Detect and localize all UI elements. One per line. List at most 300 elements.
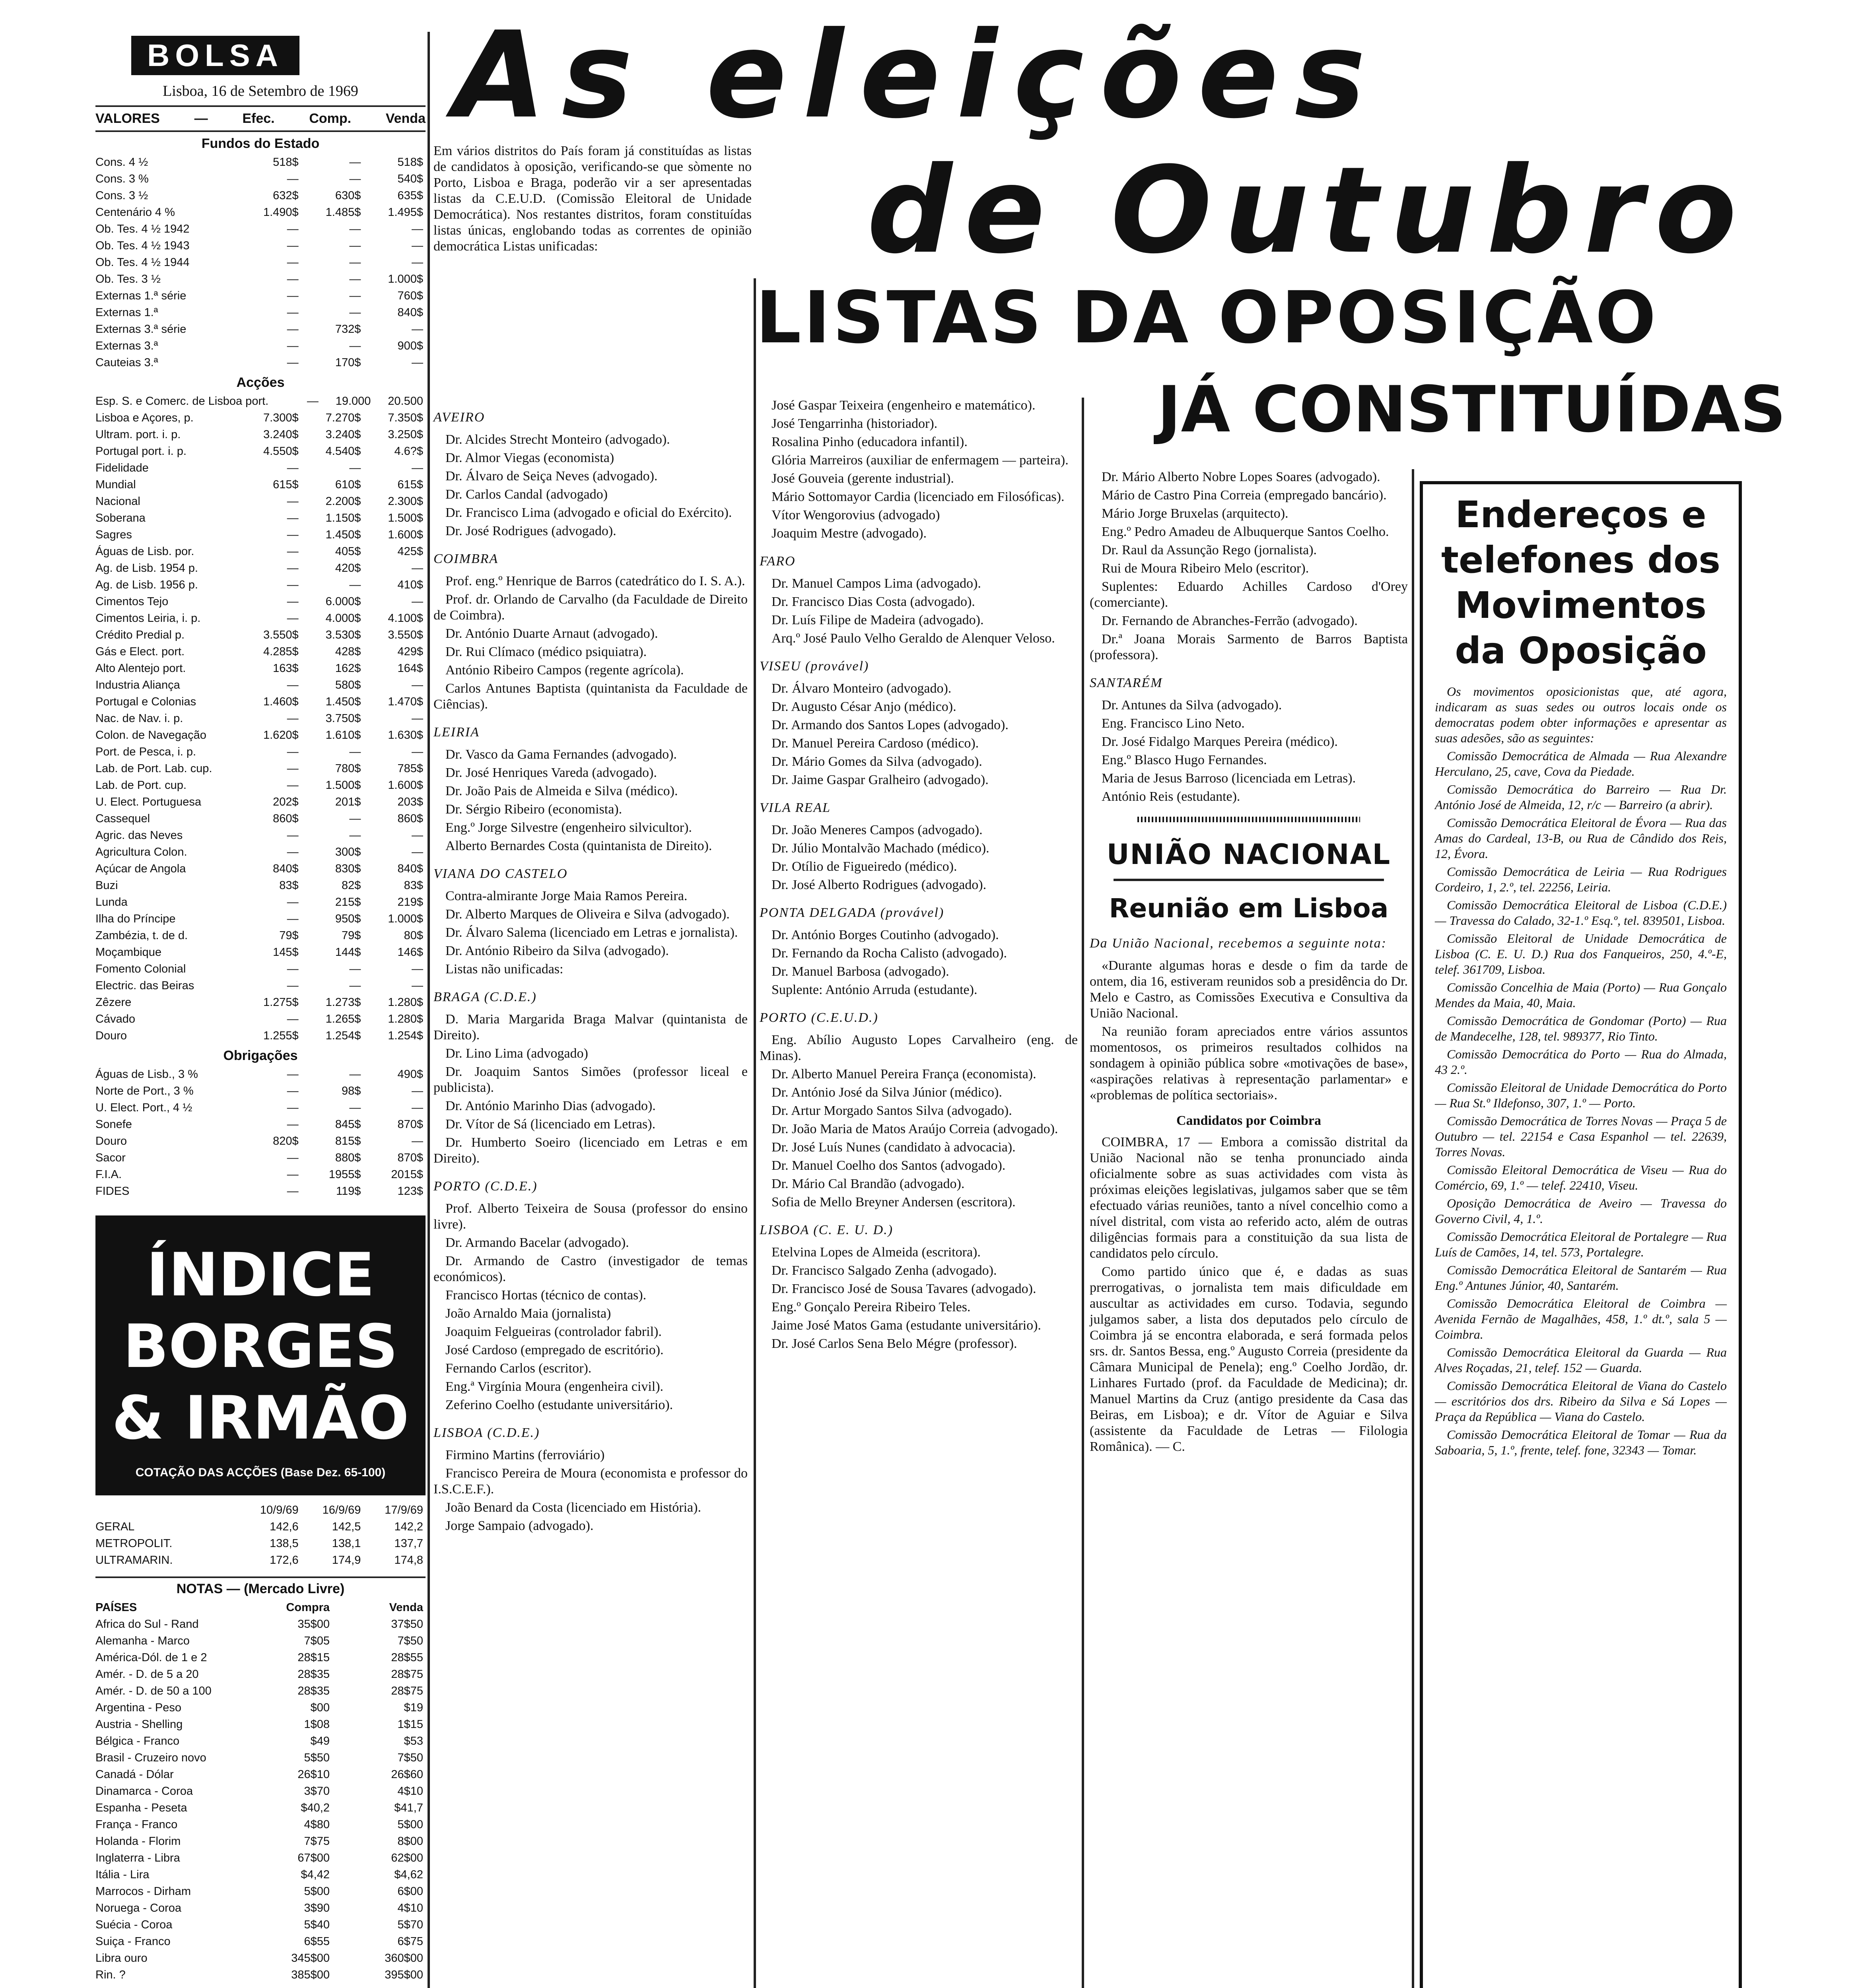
row-label: Lunda <box>95 896 128 909</box>
row-value: 1$08 <box>304 1718 330 1731</box>
bolsa-row <box>95 1083 426 1099</box>
bolsa-row <box>95 860 426 877</box>
row-value: 490$ <box>397 1068 424 1081</box>
indice-subtitle: COTAÇÃO DAS ACÇÕES (Base Dez. 65-100) <box>135 1466 386 1479</box>
row-value: 518$ <box>273 156 299 169</box>
text-paragraph: Mário de Castro Pina Correia (empregado bancário). <box>1102 488 1387 503</box>
row-value: — <box>349 829 361 842</box>
row-value: 635$ <box>397 189 424 202</box>
text-paragraph: «Durante algumas horas e desde o fim da tarde de ontem, dia 16, estiveram reunidos sob a presidência do Dr. Melo e Castro, as Comissões Executiva e Consultiva da União Nacional. <box>1090 958 1408 1021</box>
text-paragraph: Dr. Alcides Strecht Monteiro (advogado). <box>445 432 670 447</box>
row-value: — <box>287 846 299 858</box>
bolsa-row <box>95 1800 426 1816</box>
notas-header-cell: Compra <box>286 1601 330 1614</box>
text-paragraph: Dr. Vasco da Gama Fernandes (advogado). <box>445 747 677 762</box>
text-paragraph: Comissão Democrática Eleitoral da Guarda — Rua Alves Roçadas, 21, telef. 152 — Guarda. <box>1435 1345 1727 1375</box>
text-paragraph: Dr. João Meneres Campos (advogado). <box>772 823 983 837</box>
text-paragraph: Dr. Jaime Gaspar Gralheiro (advogado). <box>772 773 989 787</box>
row-label: Externas 1.ª <box>95 306 158 319</box>
row-value: 830$ <box>335 862 361 875</box>
row-label: Colon. de Navegação <box>95 729 206 742</box>
row-label: Cauteias 3.ª <box>95 356 158 369</box>
text-paragraph: Dr.ª Joana Morais Sarmento de Barros Baptista (professora). <box>1090 632 1408 662</box>
row-label: Bélgica - Franco <box>95 1735 180 1747</box>
row-value: — <box>412 829 424 842</box>
text-paragraph: Dr. Mário Alberto Nobre Lopes Soares (advogado). <box>1102 470 1380 484</box>
text-paragraph: José Gouveia (gerente industrial). <box>772 471 954 486</box>
bolsa-row <box>95 1950 426 1967</box>
text-paragraph: Dr. Manuel Pereira Cardoso (médico). <box>772 736 979 751</box>
bolsa-row <box>95 154 426 171</box>
row-value: 28$75 <box>391 1685 423 1697</box>
bolsa-row <box>95 1833 426 1850</box>
indice-table <box>95 1502 426 1569</box>
bolsa-row <box>95 944 426 961</box>
text-paragraph: Dr. Raul da Assunção Rego (jornalista). <box>1102 543 1317 557</box>
text-paragraph: Comissão Democrática Eleitoral de Santarém — Rua Eng.º Antunes Júnior, 40, Santarém. <box>1435 1263 1727 1293</box>
row-value: — <box>287 1085 299 1097</box>
text-paragraph: Comissão Democrática de Almada — Rua Alexandre Herculano, 25, cave, Cova da Piedade. <box>1435 749 1727 779</box>
text-paragraph: Sofia de Mello Breyner Andersen (escritora). <box>772 1195 1016 1209</box>
row-value: 785$ <box>397 762 424 775</box>
row-value: $4,42 <box>301 1868 330 1881</box>
notas-header-cell: PAÍSES <box>95 1601 137 1614</box>
row-value: $41,7 <box>394 1802 423 1814</box>
row-value: — <box>287 256 299 269</box>
text-paragraph: Como partido único que é, e dadas as suas prerrogativas, o jornalista tem mais dificuldade em auscultar as actividades em curso. Todavia, segundo julgamos saber, a lista dos deputados pelo círculo de Coimbra já se encontra elaborada, e será formada pelos srs. dr. Santos Bessa, eng.º Augusto Correia (presidente da Câmara Municipal de Penela); eng.º Coelho Jordão, dr. Linhares Furtado (prof. da Faculdade de Medicina); dr. Manuel Martins da Cruz (antigo presidente da Casa das Beiras, em Lisboa); e dr. Vítor de Aguiar e Silva (assistente da Faculdade de Letras — Filologia Românica). — C. <box>1090 1264 1408 1454</box>
row-value: 7.300$ <box>263 412 299 424</box>
row-value: 540$ <box>397 173 424 185</box>
row-value: — <box>287 829 299 842</box>
text-paragraph: Glória Marreiros (auxiliar de enfermagem — parteira). <box>772 453 1069 468</box>
text-paragraph: Dr. José Luís Nunes (candidato à advocacia). <box>772 1140 1016 1155</box>
text-paragraph: Dr. Francisco Salgado Zenha (advogado). <box>772 1263 997 1278</box>
text-paragraph: Dr. António José da Silva Júnior (médico). <box>772 1085 1002 1100</box>
text-paragraph: Dr. António Marinho Dias (advogado). <box>445 1099 656 1113</box>
row-label: Portugal port. i. p. <box>95 445 187 458</box>
row-value: — <box>287 239 299 252</box>
bolsa-row <box>95 460 426 476</box>
text-paragraph: Dr. Rui Clímaco (médico psiquiatra). <box>445 645 647 659</box>
indice-line: BORGES <box>123 1312 398 1381</box>
row-value: — <box>412 1135 424 1147</box>
row-value: 6$00 <box>397 1885 423 1898</box>
row-value: 83$ <box>404 879 424 892</box>
row-value: — <box>349 239 361 252</box>
row-value: 3.250$ <box>388 428 424 441</box>
bolsa-row <box>95 777 426 794</box>
row-value: 780$ <box>335 762 361 775</box>
bolsa-row <box>95 1816 426 1833</box>
row-value: 7$50 <box>397 1635 423 1647</box>
section-heading: VILA REAL <box>760 800 831 815</box>
row-label: ULTRAMARIN. <box>95 1554 173 1567</box>
row-label: Austria - Shelling <box>95 1718 183 1731</box>
row-value: 405$ <box>335 545 361 558</box>
row-label: Ob. Tes. 3 ½ <box>95 273 161 285</box>
row-value: — <box>287 173 299 185</box>
row-value: — <box>349 462 361 474</box>
indice-header-cell <box>95 1502 239 1518</box>
bolsa-row <box>95 287 426 304</box>
bolsa-row <box>95 221 426 237</box>
row-label: Cimentos Tejo <box>95 595 169 608</box>
text-paragraph: Dr. Fernando da Rocha Calisto (advogado). <box>772 946 1007 961</box>
text-paragraph: José Gaspar Teixeira (engenheiro e matemático). <box>772 398 1036 413</box>
obrigacoes-title: Obrigações <box>223 1048 298 1063</box>
header-venda: Venda <box>385 111 426 126</box>
notas-title: NOTAS — (Mercado Livre) <box>95 1576 426 1597</box>
row-label: Douro <box>95 1135 127 1147</box>
row-value: — <box>412 323 424 336</box>
row-label: Cimentos Leiria, i. p. <box>95 612 201 625</box>
row-value: 201$ <box>335 796 361 808</box>
row-label: Suécia - Coroa <box>95 1918 173 1931</box>
section-heading: BRAGA (C.D.E.) <box>433 990 537 1004</box>
row-value: 137,7 <box>394 1537 424 1550</box>
text-paragraph: Dr. António Ribeiro da Silva (advogado). <box>445 944 669 958</box>
bolsa-row <box>95 1133 426 1149</box>
section-heading: SANTARÉM <box>1090 676 1163 690</box>
text-paragraph: Dr. Armando de Castro (investigador de temas económicos). <box>433 1254 748 1284</box>
bolsa-row <box>95 171 426 187</box>
row-value: — <box>287 612 299 625</box>
row-value: 142,6 <box>270 1520 299 1533</box>
text-paragraph: Suplente: António Arruda (estudante). <box>772 982 978 997</box>
row-value: 1955$ <box>328 1168 361 1181</box>
row-value: — <box>412 712 424 725</box>
text-paragraph: Dr. João Pais de Almeida e Silva (médico). <box>445 784 678 798</box>
text-paragraph: Comissão Democrática Eleitoral de Viana do Castelo — escritórios dos drs. Ribeiro da Silva e Sá Lopes — Praça da República — Viana do Castelo. <box>1435 1378 1727 1424</box>
row-value: 138,5 <box>270 1537 299 1550</box>
bolsa-row <box>95 476 426 493</box>
row-value: — <box>287 495 299 508</box>
row-value: 580$ <box>335 679 361 691</box>
row-label: Cons. 3 ½ <box>95 189 148 202</box>
text-paragraph: António Ribeiro Campos (regente agrícola). <box>445 663 684 678</box>
row-label: Libra ouro <box>95 1952 148 1965</box>
row-label: Águas de Lisb. por. <box>95 545 194 558</box>
bolsa-row <box>95 560 426 577</box>
row-value: 1.255$ <box>263 1029 299 1042</box>
bolsa-row <box>95 710 426 727</box>
text-paragraph: COIMBRA, 17 — Embora a comissão distrital da União Nacional não se tenha pronunciado ainda oficialmente sobre as suas actividades com vista às próximas eleições legislativas, julgamos saber que se têm efectuado várias reuniões, tanto a nível concelhio como a nível distrital, com vista ao referido acto, além de outras diligências formais para a constituição da sua lista de candidatos pelo círculo. <box>1090 1135 1408 1261</box>
text-paragraph: Rui de Moura Ribeiro Melo (escritor). <box>1102 561 1309 576</box>
row-value: 62$00 <box>391 1852 423 1864</box>
row-value: 1.490$ <box>263 206 299 219</box>
text-paragraph: Comissão Eleitoral de Unidade Democrática do Porto — Rua St.º Ildefonso, 307, 1.º — Porto. <box>1435 1080 1727 1110</box>
text-paragraph: Dr. Alberto Marques de Oliveira e Silva (advogado). <box>445 907 730 922</box>
row-value: — <box>349 223 361 235</box>
bolsa-row <box>95 1552 426 1569</box>
row-label: Ag. de Lisb. 1954 p. <box>95 562 198 575</box>
row-value: 1.254$ <box>388 1029 424 1042</box>
text-paragraph: Comissão Democrática Eleitoral de Portalegre — Rua Luís de Camões, 14, tel. 573, Portalegre. <box>1435 1229 1727 1259</box>
bolsa-row <box>95 1766 426 1783</box>
row-value: 4$80 <box>304 1818 330 1831</box>
row-label: Agricultura Colon. <box>95 846 187 858</box>
row-value: — <box>349 746 361 758</box>
text-paragraph: Dr. Augusto César Anjo (médico). <box>772 699 956 714</box>
text-paragraph: José Tengarrinha (historiador). <box>772 416 938 431</box>
row-label: Rin. ? <box>95 1969 126 1981</box>
row-value: 732$ <box>335 323 361 336</box>
row-label: Electric. das Beiras <box>95 979 194 992</box>
row-value: 4.6?$ <box>394 445 424 458</box>
row-value: 7$75 <box>304 1835 330 1848</box>
row-value: 1.450$ <box>325 528 361 541</box>
row-value: 1.280$ <box>388 996 424 1009</box>
bolsa-row <box>95 927 426 944</box>
text-paragraph: Dr. Francisco Lima (advogado e oficial do Exército). <box>445 505 732 520</box>
row-value: 1.500$ <box>325 779 361 792</box>
row-label: Buzi <box>95 879 118 892</box>
row-label: Norte de Port., 3 % <box>95 1085 194 1097</box>
row-value: 630$ <box>335 189 361 202</box>
bolsa-row <box>95 1616 426 1633</box>
row-value: — <box>287 1101 299 1114</box>
row-label: Externas 3.ª série <box>95 323 187 336</box>
row-value: — <box>287 289 299 302</box>
row-value: 79$ <box>279 929 299 942</box>
text-paragraph: Dr. José Rodrigues (advogado). <box>445 524 616 538</box>
row-label: Cávado <box>95 1013 135 1025</box>
text-paragraph: Dr. Manuel Coelho dos Santos (advogado). <box>772 1158 1006 1173</box>
row-value: 35$00 <box>297 1618 330 1631</box>
row-value: 1$15 <box>397 1718 423 1731</box>
row-value: — <box>287 545 299 558</box>
row-label: Açúcar de Angola <box>95 862 186 875</box>
bolsa-row <box>95 1683 426 1699</box>
lead-paragraph: Em vários distritos do País foram já constituídas as listas de candidatos à oposição, verificando-se que sòmente no Porto, Lisboa e Braga, poderão vir a ser apresentadas listas da C.E.U.D. (Comissão Eleitoral de Unidade Democrática). Nos restantes distritos, foram constituídas listas únicas, englobando todas as correntes de opinião democrática Listas unificadas: <box>433 144 752 254</box>
row-value: — <box>349 1101 361 1114</box>
row-value: 3.530$ <box>325 629 361 641</box>
text-column-2 <box>760 398 1078 1988</box>
row-value: 5$70 <box>397 1918 423 1931</box>
row-value: 67$00 <box>297 1852 330 1864</box>
bolsa-row <box>95 1733 426 1749</box>
row-value: 142,2 <box>394 1520 424 1533</box>
row-value: 820$ <box>273 1135 299 1147</box>
bolsa-row <box>95 187 426 204</box>
text-paragraph: Dr. Manuel Campos Lima (advogado). <box>772 576 981 591</box>
row-value: 4.000$ <box>325 612 361 625</box>
row-value: — <box>412 595 424 608</box>
column-rule <box>1412 469 1414 1988</box>
row-label: Amér. - D. de 50 a 100 <box>95 1685 212 1697</box>
text-paragraph: Dr. Joaquim Santos Simões (professor liceal e publicista). <box>433 1064 748 1095</box>
row-label: FIDES <box>95 1185 130 1198</box>
row-value: 1.450$ <box>325 695 361 708</box>
row-value: — <box>349 156 361 169</box>
bolsa-row <box>95 1666 426 1683</box>
row-value: 172,6 <box>270 1554 299 1567</box>
text-paragraph: Joaquim Mestre (advogado). <box>772 526 927 541</box>
row-value: — <box>287 462 299 474</box>
text-paragraph: Firmino Martins (ferroviário) <box>445 1448 605 1462</box>
row-value: — <box>349 306 361 319</box>
indice-header-cell: 16/9/69 <box>322 1504 361 1516</box>
row-value: 20.500 <box>388 395 423 408</box>
row-value: 385$00 <box>291 1969 330 1981</box>
addresses-box-title: Endereços e telefones dos Movimentos da Oposição <box>1441 493 1721 672</box>
text-paragraph: Dr. Antunes da Silva (advogado). <box>1102 698 1282 712</box>
text-paragraph: João Benard da Costa (licenciado em História). <box>445 1500 701 1515</box>
bolsa-row <box>95 677 426 693</box>
text-paragraph: Comissão Democrática Eleitoral de Lisboa (C.D.E.) — Travessa do Calado, 32-1.º Esq.º, tel. 839501, Lisboa. <box>1435 898 1727 928</box>
bolsa-row <box>95 1900 426 1916</box>
bolsa-row <box>95 271 426 287</box>
row-label: Africa do Sul - Rand <box>95 1618 199 1631</box>
title-rule <box>1114 879 1384 881</box>
text-paragraph: Maria de Jesus Barroso (licenciada em Letras). <box>1102 771 1356 786</box>
bolsa-row <box>95 543 426 560</box>
row-value: 610$ <box>335 478 361 491</box>
row-label: Gás e Elect. port. <box>95 645 185 658</box>
row-value: 632$ <box>273 189 299 202</box>
row-value: — <box>412 356 424 369</box>
row-value: 7$05 <box>304 1635 330 1647</box>
uniao-nacional-title: UNIÃO NACIONAL <box>1106 838 1391 871</box>
row-value: $19 <box>404 1701 423 1714</box>
row-value: 420$ <box>335 562 361 575</box>
bolsa-row <box>95 1783 426 1800</box>
row-value: 79$ <box>341 929 361 942</box>
bolsa-row <box>95 894 426 911</box>
row-value: 203$ <box>397 796 424 808</box>
row-label: Portugal e Colonias <box>95 695 196 708</box>
row-label: Lisboa e Açores, p. <box>95 412 194 424</box>
indice-header-row <box>95 1502 426 1518</box>
section-heading: VISEU (provável) <box>760 659 869 674</box>
row-value: 202$ <box>273 796 299 808</box>
row-label: Ag. de Lisb. 1956 p. <box>95 579 198 591</box>
row-value: 1.275$ <box>263 996 299 1009</box>
bolsa-table-header <box>95 105 426 132</box>
text-paragraph: Comissão Democrática do Porto — Rua do Almada, 43 2.º. <box>1435 1047 1727 1077</box>
bolsa-row <box>95 1166 426 1183</box>
row-label: Fidelidade <box>95 462 149 474</box>
text-paragraph: Dr. João Maria de Matos Araújo Correia (advogado). <box>772 1122 1058 1136</box>
bolsa-row <box>95 1916 426 1933</box>
row-value: 1.495$ <box>388 206 424 219</box>
text-paragraph: Prof. eng.º Henrique de Barros (catedrático do I. S. A.). <box>445 574 745 588</box>
bolsa-row <box>95 338 426 354</box>
row-value: — <box>412 979 424 992</box>
section-heading: FARO <box>760 554 796 569</box>
row-value: 1.273$ <box>325 996 361 1009</box>
row-value: 950$ <box>335 912 361 925</box>
row-value: 1.600$ <box>388 528 424 541</box>
bolsa-row <box>95 660 426 677</box>
bolsa-row <box>95 204 426 221</box>
text-paragraph: Dr. Mário Cal Brandão (advogado). <box>772 1176 965 1191</box>
header-comp: Comp. <box>309 111 352 126</box>
row-value: — <box>349 173 361 185</box>
row-value: 1.470$ <box>388 695 424 708</box>
text-paragraph: Comissão Democrática do Barreiro — Rua Dr. António José de Almeida, 12, r/c — Barreiro (a abrir). <box>1435 782 1727 812</box>
text-paragraph: Dr. António Borges Coutinho (advogado). <box>772 928 999 942</box>
text-paragraph: António Reis (estudante). <box>1102 789 1240 804</box>
text-paragraph: Dr. Álvaro Monteiro (advogado). <box>772 681 952 696</box>
bolsa-row <box>95 1099 426 1116</box>
row-value: 37$50 <box>391 1618 423 1631</box>
row-value: 4.550$ <box>263 445 299 458</box>
row-value: 1.150$ <box>325 512 361 524</box>
row-label: Marrocos - Dirham <box>95 1885 191 1898</box>
row-label: F.I.A. <box>95 1168 122 1181</box>
row-value: 164$ <box>397 662 424 675</box>
bolsa-row <box>95 627 426 643</box>
bolsa-row <box>95 643 426 660</box>
row-label: Sonefe <box>95 1118 132 1131</box>
row-label: Sacor <box>95 1151 126 1164</box>
row-value: 144$ <box>335 946 361 959</box>
row-value: 840$ <box>273 862 299 875</box>
row-value: 900$ <box>397 340 424 352</box>
bolsa-row <box>95 526 426 543</box>
row-label: Sagres <box>95 528 132 541</box>
row-value: 6$55 <box>304 1935 330 1948</box>
text-paragraph: Dr. Vítor de Sá (licenciado em Letras). <box>445 1117 656 1132</box>
row-value: — <box>349 579 361 591</box>
row-value: 345$00 <box>291 1952 330 1965</box>
row-value: 1.000$ <box>388 273 424 285</box>
section-heading: AVEIRO <box>433 410 485 425</box>
row-value: 2015$ <box>391 1168 424 1181</box>
row-value: 2.300$ <box>388 495 424 508</box>
row-label: Esp. S. e Comerc. de Lisboa port. <box>95 395 269 408</box>
row-label: Externas 3.ª <box>95 340 158 352</box>
row-value: — <box>287 528 299 541</box>
row-value: 3.240$ <box>263 428 299 441</box>
row-value: 82$ <box>341 879 361 892</box>
row-value: 1.254$ <box>325 1029 361 1042</box>
bolsa-row <box>95 577 426 593</box>
text-column-1 <box>433 398 748 1988</box>
row-value: — <box>287 562 299 575</box>
row-label: Crédito Predial p. <box>95 629 185 641</box>
row-label: Suiça - Franco <box>95 1935 171 1948</box>
text-paragraph: Eng. Abílio Augusto Lopes Carvalheiro (eng. de Minas). <box>760 1033 1078 1063</box>
bolsa-row <box>95 493 426 510</box>
row-value: 1.620$ <box>263 729 299 742</box>
bolsa-row <box>95 254 426 271</box>
text-paragraph: Eng.ª Virgínia Moura (engenheira civil). <box>445 1379 664 1394</box>
bolsa-row <box>95 443 426 460</box>
row-value: — <box>287 912 299 925</box>
text-paragraph: Dr. Alberto Manuel Pereira França (economista). <box>772 1067 1036 1081</box>
text-paragraph: Francisco Hortas (técnico de contas). <box>445 1288 647 1303</box>
bolsa-row <box>95 1933 426 1950</box>
bolsa-row <box>95 354 426 371</box>
row-value: — <box>287 356 299 369</box>
row-value: — <box>287 896 299 909</box>
row-label: Cons. 4 ½ <box>95 156 148 169</box>
row-label: Douro <box>95 1029 127 1042</box>
text-paragraph: Os movimentos oposicionistas que, até agora, indicaram as suas sedes ou outros locais onde os democratas podem obter informações e apresentar as suas adesões, são as seguintes: <box>1435 684 1727 745</box>
text-paragraph: Dr. José Fidalgo Marques Pereira (médico). <box>1102 734 1338 749</box>
row-label: Holanda - Florim <box>95 1835 181 1848</box>
row-value: 840$ <box>397 306 424 319</box>
row-value: 395$00 <box>385 1969 423 1981</box>
text-paragraph: Comissão Democrática de Gondomar (Porto) — Rua de Mandecelhe, 128, tel. 989377, Rio Tinto. <box>1435 1013 1727 1043</box>
text-paragraph: Mário Sottomayor Cardia (licenciado em Filosóficas). <box>772 489 1065 504</box>
row-label: Externas 1.ª série <box>95 289 187 302</box>
row-value: 162$ <box>335 662 361 675</box>
row-label: Canadá - Dólar <box>95 1768 174 1781</box>
bolsa-row <box>95 1116 426 1133</box>
